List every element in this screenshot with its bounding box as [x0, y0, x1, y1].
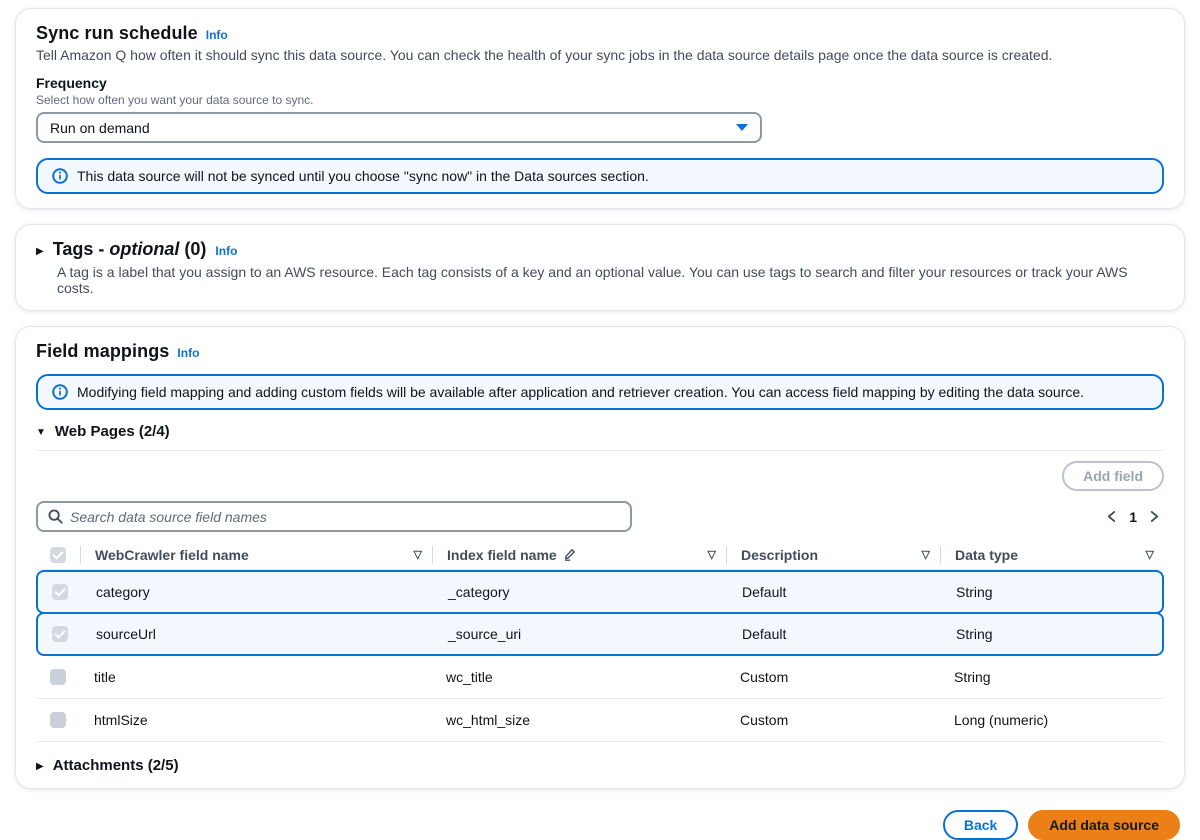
caret-right-icon: ▶ [36, 246, 44, 257]
cell-webcrawler-field-name: sourceUrl [96, 626, 156, 642]
checkbox-unchecked-icon [50, 669, 66, 685]
checkbox-checked-icon [52, 626, 68, 642]
column-header-webcrawler-field-name [80, 546, 432, 564]
cell-data-type: String [956, 584, 993, 600]
next-page-icon[interactable] [1149, 510, 1160, 523]
sync-schedule-info-link[interactable]: Info [205, 28, 228, 42]
sync-run-schedule-title: Sync run schedule [36, 23, 198, 43]
caret-right-icon: ▶ [36, 761, 44, 772]
checkbox-unchecked-icon [50, 712, 66, 728]
sync-schedule-description: Tell Amazon Q how often it should sync this data source. You can check the health of your sync jobs in the data source details page once the data source is created. [36, 47, 1053, 63]
tags-title-prefix: Tags - [52, 239, 105, 259]
frequency-label: Frequency [36, 75, 107, 91]
table-row[interactable] [36, 612, 1164, 656]
sync-info-alert [36, 158, 1164, 194]
add-data-source-button[interactable]: Add data source [1028, 810, 1180, 840]
cell-data-type: String [956, 626, 993, 642]
add-field-button[interactable]: Add field [1062, 461, 1164, 491]
cell-description: Default [742, 584, 787, 600]
edit-icon[interactable] [563, 548, 576, 561]
cell-description: Default [742, 626, 787, 642]
cell-webcrawler-field-name: category [96, 584, 150, 600]
web-pages-title: Web Pages (2/4) [54, 423, 170, 440]
table-row[interactable] [36, 570, 1164, 614]
cell-index-field-name: wc_html_size [446, 712, 531, 728]
table-row[interactable] [36, 699, 1164, 742]
cell-index-field-name: _source_uri [448, 626, 522, 642]
search-box [36, 501, 632, 532]
filter-icon[interactable]: ▽ [707, 549, 716, 561]
filter-icon[interactable]: ▽ [921, 549, 930, 561]
search-input[interactable] [70, 509, 620, 525]
attachments-expander[interactable] [36, 757, 1164, 774]
frequency-select[interactable] [36, 112, 762, 143]
previous-page-icon[interactable] [1106, 510, 1117, 523]
back-button[interactable]: Back [943, 810, 1018, 840]
column-header-index-field-name [432, 546, 726, 564]
sync-run-schedule-section [15, 8, 1185, 209]
frequency-selected-value: Run on demand [50, 119, 150, 136]
pagination [1106, 509, 1160, 525]
search-icon [48, 509, 63, 524]
field-mappings-info-link[interactable]: Info [177, 346, 200, 360]
tags-title-optional: optional [109, 239, 180, 259]
tags-info-link[interactable]: Info [215, 244, 238, 258]
column-label: Data type [955, 546, 1019, 563]
footer-actions [15, 804, 1185, 840]
sync-alert-text: This data source will not be synced until you choose "sync now" in the Data sources section. [77, 168, 649, 184]
tags-section [15, 224, 1185, 311]
cell-data-type: Long (numeric) [954, 712, 1049, 728]
column-label: Description [741, 546, 819, 563]
row-checkbox[interactable] [38, 626, 82, 642]
tags-description: A tag is a label that you assign to an AWS resource. Each tag consists of a key and an optional value. You can use tags to search and filter your resources or track your AWS costs. [57, 264, 1128, 296]
column-header-description [726, 546, 940, 564]
field-mappings-table [36, 540, 1164, 742]
tags-count: (0) [184, 239, 207, 259]
cell-webcrawler-field-name: htmlSize [94, 712, 148, 728]
column-label: Index field name [447, 546, 557, 563]
web-pages-expander[interactable] [36, 423, 1164, 440]
column-label: WebCrawler field name [95, 546, 249, 563]
page-number[interactable]: 1 [1129, 508, 1137, 525]
section-header [36, 23, 1164, 44]
divider [36, 450, 1164, 451]
row-checkbox[interactable] [36, 712, 80, 728]
field-mappings-title: Field mappings [36, 341, 170, 361]
filter-icon[interactable]: ▽ [413, 549, 422, 561]
caret-down-icon: ▼ [36, 427, 46, 438]
cell-index-field-name: wc_title [446, 669, 493, 685]
chevron-down-icon [736, 124, 748, 131]
frequency-description: Select how often you want your data source to sync. [36, 93, 314, 107]
cell-data-type: String [954, 669, 991, 685]
field-mappings-info-alert [36, 374, 1164, 410]
row-checkbox[interactable] [36, 669, 80, 685]
table-row[interactable] [36, 656, 1164, 699]
cell-description: Custom [740, 669, 789, 685]
tags-expander[interactable] [36, 239, 1164, 260]
checkbox-checked-icon [52, 584, 68, 600]
field-mappings-alert-text: Modifying field mapping and adding custom fields will be available after application and retriever creation. You can access field mapping by editing the data source. [77, 384, 1085, 400]
filter-icon[interactable]: ▽ [1145, 549, 1154, 561]
table-header-row [36, 540, 1164, 570]
tags-title [53, 239, 207, 260]
cell-description: Custom [740, 712, 789, 728]
attachments-title: Attachments (2/5) [52, 757, 179, 774]
column-header-data-type [940, 546, 1164, 564]
select-all-checkbox[interactable] [36, 547, 80, 563]
field-mappings-section [15, 326, 1185, 789]
checkbox-checked-icon [50, 547, 66, 563]
cell-webcrawler-field-name: title [94, 669, 116, 685]
cell-index-field-name: _category [448, 584, 510, 600]
info-icon [52, 168, 68, 184]
info-icon [52, 384, 68, 400]
row-checkbox[interactable] [38, 584, 82, 600]
field-mappings-header [36, 341, 1164, 362]
